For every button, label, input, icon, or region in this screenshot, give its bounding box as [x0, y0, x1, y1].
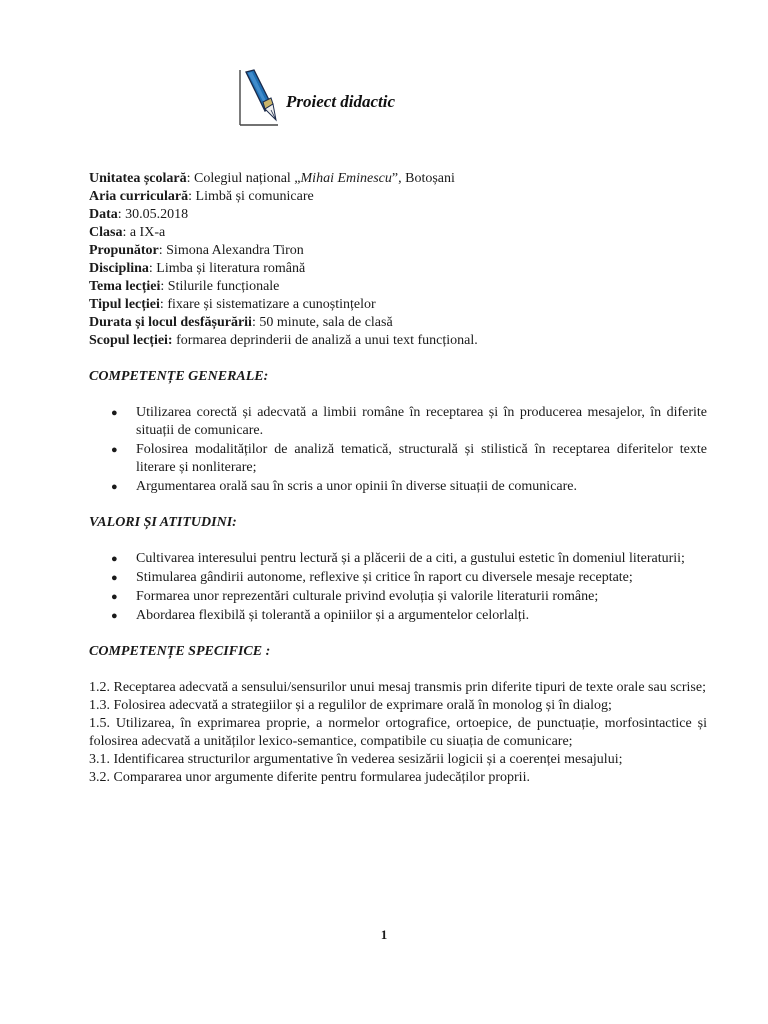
bullet-icon: ●	[111, 591, 118, 603]
meta-sep: :	[251, 315, 260, 330]
meta-value-italic: Mihai Eminescu	[300, 171, 392, 186]
list-item: 3.1. Identificarea structurilor argumentative în vederea sesizării logicii și a coerenței mesajului;	[89, 752, 623, 767]
meta-value: Limbă și comunicare	[195, 189, 314, 204]
meta-label: Tipul lecției	[89, 297, 160, 312]
meta-label: Aria curriculară	[89, 189, 189, 204]
meta-row-propunator	[89, 242, 707, 260]
meta-value: 50 minute, sala de clasă	[259, 315, 393, 330]
list-item: 3.2. Compararea unor argumente diferite pentru formularea judecăților proprii.	[89, 770, 530, 785]
meta-label: Data	[89, 207, 118, 222]
competente-generale-list	[89, 404, 707, 496]
meta-value: fixare și sistematizare a cunoștințelor	[167, 297, 376, 312]
meta-sep: :	[159, 297, 168, 312]
meta-row-tema	[89, 278, 707, 296]
meta-sep: :	[117, 207, 126, 222]
meta-value: ”, Botoșani	[391, 171, 455, 186]
meta-row-scopul	[89, 332, 707, 350]
meta-value: 30.05.2018	[125, 207, 189, 222]
meta-label: Disciplina	[89, 261, 149, 276]
meta-row-aria	[89, 188, 707, 206]
meta-label: Propunător	[89, 243, 159, 258]
meta-row-durata	[89, 314, 707, 332]
meta-sep: :	[188, 189, 196, 204]
section-title-competente-specifice: COMPETENȚE SPECIFICE :	[89, 644, 271, 659]
meta-sep: :	[158, 243, 167, 258]
meta-row-unitatea	[89, 170, 707, 188]
meta-value: formarea deprinderii de analiză a unui text funcțional.	[176, 333, 478, 348]
meta-sep: :	[160, 279, 168, 294]
document-title: Proiect didactic	[286, 92, 396, 111]
fountain-pen-icon	[238, 68, 280, 126]
list-item: ● Folosirea modalităților de analiză tematică, structurală și stilistică în receptarea diferitelor texte literare și nonliterare;	[111, 442, 707, 475]
meta-label: Unitatea școlară	[89, 171, 187, 186]
meta-label: Clasa	[89, 225, 123, 240]
meta-value: a IX-a	[129, 225, 166, 240]
meta-value: Stilurile funcționale	[167, 279, 280, 294]
meta-sep: :	[148, 261, 157, 276]
meta-row-data	[89, 206, 707, 224]
list-item: ● Abordarea flexibilă și tolerantă a opiniilor și a argumentelor celorlalți.	[111, 608, 530, 623]
meta-value: Limba și literatura română	[156, 261, 306, 276]
valori-atitudini-list	[89, 550, 707, 625]
meta-value: Colegiul național „	[193, 171, 301, 186]
meta-row-clasa	[89, 224, 707, 242]
section-title-valori-atitudini: VALORI ȘI ATITUDINI:	[89, 515, 237, 530]
lesson-metadata	[89, 170, 707, 350]
bullet-icon: ●	[111, 407, 118, 419]
bullet-icon: ●	[111, 553, 118, 565]
document-body	[89, 170, 707, 787]
list-item: 1.3. Folosirea adecvată a strategiilor și a regulilor de exprimare orală în monolog și în dialog;	[89, 698, 612, 713]
bullet-icon: ●	[111, 444, 118, 456]
section-title-competente-generale: COMPETENȚE GENERALE:	[89, 369, 269, 384]
meta-sep: :	[122, 225, 130, 240]
bullet-icon: ●	[111, 481, 118, 493]
list-item: 1.5. Utilizarea, în exprimarea proprie, a normelor ortografice, ortoepice, de punctuație, morfosintactice și folosirea adecvată a unităților lexico-semantice, compatibile cu siuația de comunicare;	[89, 716, 707, 749]
competente-specifice-list	[89, 679, 707, 787]
meta-label: Scopul lecției:	[89, 333, 173, 348]
list-item: ● Utilizarea corectă și adecvată a limbii române în receptarea și în producerea mesajelor, în diferite situații de comunicare.	[111, 405, 707, 438]
meta-label: Durata și locul desfășurării	[89, 315, 252, 330]
meta-label: Tema lecției	[89, 279, 161, 294]
bullet-icon: ●	[111, 610, 118, 622]
list-item: 1.2. Receptarea adecvată a sensului/sensurilor unui mesaj transmis prin diferite tipuri de texte orale sau scrise;	[89, 680, 706, 695]
list-item: ● Argumentarea orală sau în scris a unor opinii în diverse situații de comunicare.	[111, 479, 577, 494]
list-item: ● Formarea unor reprezentări culturale privind evoluția și valorile literaturii române;	[111, 589, 599, 604]
list-item: ● Cultivarea interesului pentru lectură și a plăcerii de a citi, a gustului estetic în domeniul literaturii;	[111, 551, 685, 566]
meta-row-disciplina	[89, 260, 707, 278]
bullet-icon: ●	[111, 572, 118, 584]
meta-sep: :	[186, 171, 194, 186]
list-item: ● Stimularea gândirii autonome, reflexive și critice în raport cu diversele mesaje receptate;	[111, 570, 633, 585]
page-number: 1	[380, 927, 388, 942]
meta-row-tipul	[89, 296, 707, 314]
meta-value: Simona Alexandra Tiron	[166, 243, 304, 258]
